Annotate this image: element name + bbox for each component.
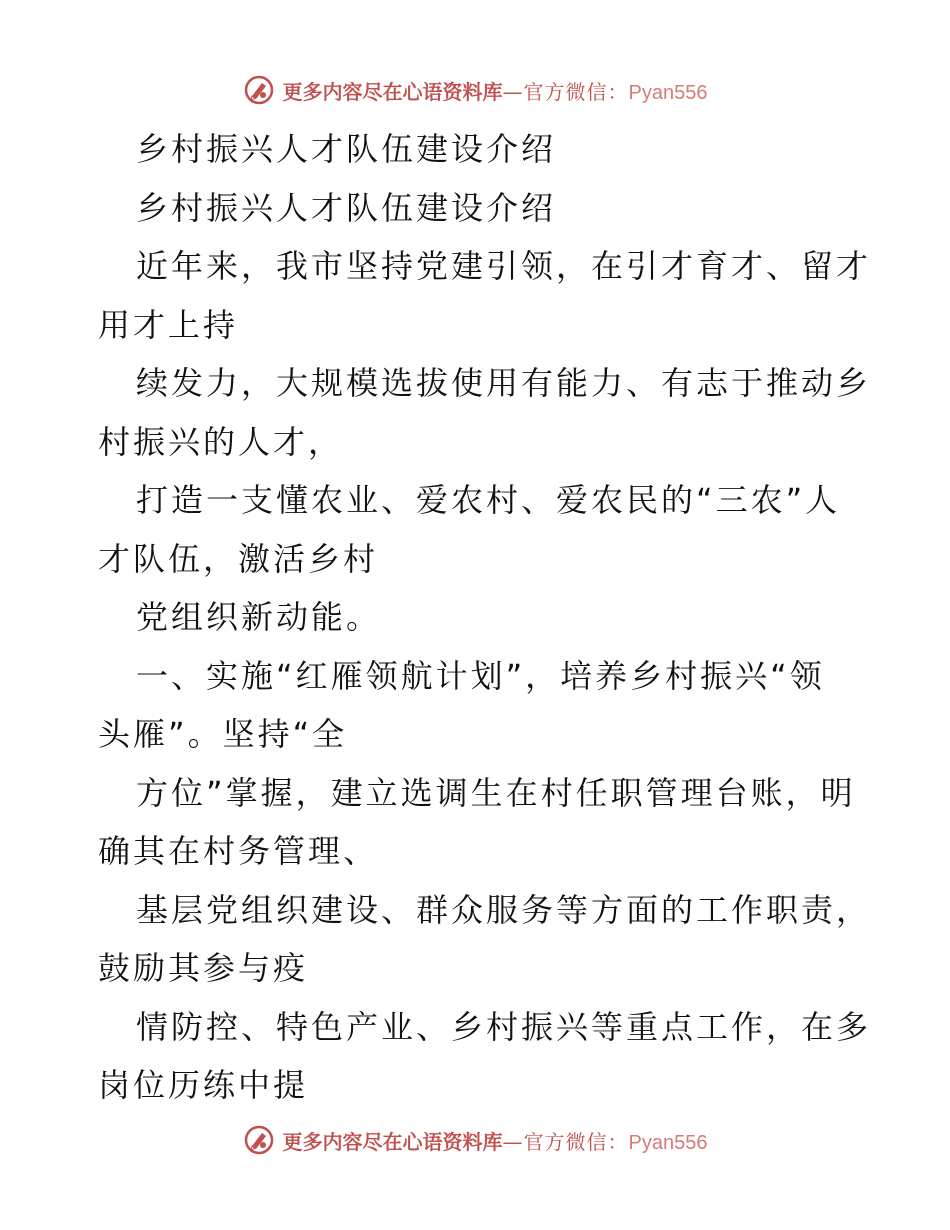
doc-line: 确其在村务管理、 bbox=[98, 832, 379, 870]
banner-wechat-label: 官方微信： bbox=[523, 1129, 629, 1154]
doc-line: 一、实施“红雁领航计划”，培养乡村振兴“领 bbox=[136, 656, 825, 695]
pen-logo-icon bbox=[243, 1124, 275, 1156]
doc-line: 打造一支懂农业、爱农村、爱农民的“三农”人 bbox=[136, 481, 841, 519]
doc-line: 情防控、特色产业、乡村振兴等重点工作，在多 bbox=[136, 1007, 872, 1046]
banner-brand: 更多内容尽在心语资料库 bbox=[282, 1129, 503, 1154]
banner-wechat-id: Pyan556 bbox=[628, 81, 708, 104]
doc-line: 鼓励其参与疫 bbox=[98, 949, 309, 987]
doc-line: 党组织新动能。 bbox=[136, 598, 382, 636]
banner-dash: — bbox=[502, 1129, 524, 1154]
pen-logo-icon bbox=[243, 74, 275, 106]
doc-line: 用才上持 bbox=[98, 305, 239, 344]
footer-banner-text bbox=[283, 1126, 708, 1155]
doc-line: 基层党组织建设、群众服务等方面的工作职责， bbox=[136, 890, 872, 929]
doc-line: 村振兴的人才， bbox=[98, 422, 344, 461]
doc-line: 方位”掌握，建立选调生在村任职管理台账，明 bbox=[136, 773, 856, 812]
document-body bbox=[98, 120, 872, 1115]
banner-dash: — bbox=[502, 79, 524, 104]
header-banner bbox=[0, 70, 950, 110]
footer-banner bbox=[0, 1120, 950, 1160]
doc-line: 岗位历练中提 bbox=[98, 1066, 309, 1104]
doc-line: 乡村振兴人才队伍建设介绍 bbox=[136, 188, 557, 227]
header-banner-text bbox=[283, 76, 708, 105]
doc-line: 乡村振兴人才队伍建设介绍 bbox=[136, 130, 557, 168]
doc-line: 头雁”。坚持“全 bbox=[98, 715, 348, 753]
banner-brand: 更多内容尽在心语资料库 bbox=[282, 79, 503, 104]
doc-line: 才队伍，激活乡村 bbox=[98, 539, 379, 578]
doc-line: 续发力，大规模选拔使用有能力、有志于推动乡 bbox=[136, 364, 872, 402]
banner-wechat-id: Pyan556 bbox=[628, 1131, 708, 1154]
banner-wechat-label: 官方微信： bbox=[523, 79, 629, 104]
doc-line: 近年来，我市坚持党建引领，在引才育才、留才 bbox=[136, 247, 872, 285]
